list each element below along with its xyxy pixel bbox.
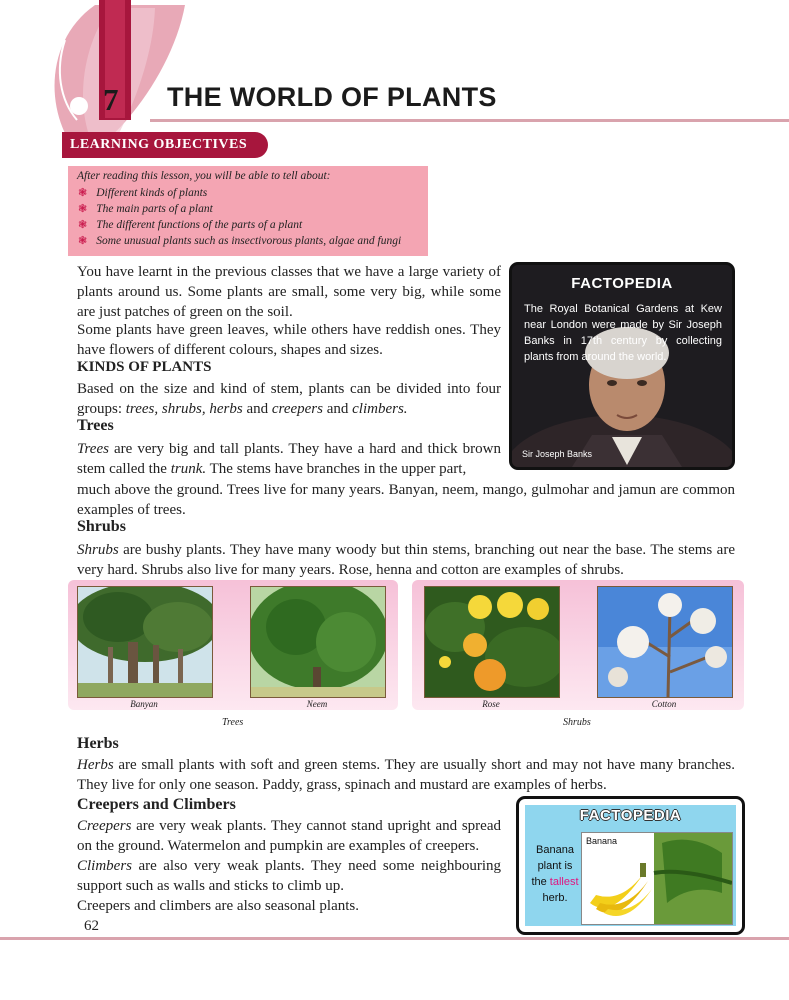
factopedia-box-kew: [509, 262, 735, 470]
factopedia-inner-panel: [525, 805, 736, 926]
bottom-rule: [0, 937, 789, 940]
intro-paragraph-1: You have learnt in the previous classes that we have a large variety of plants around us. Some plants are small, some very big, while some are just patches of green on the soil.: [77, 264, 501, 320]
trees-paragraph-continued: much above the ground. Trees live for many years. Banyan, neem, mango, gulmohar and jamun are common examples of trees.: [77, 482, 735, 518]
chapter-title: THE WORLD OF PLANTS: [167, 82, 497, 112]
objective-item: ❃ The different functions of the parts of a plant: [78, 219, 303, 231]
flower-bullet-icon: ❃: [78, 203, 88, 215]
title-rule: [150, 119, 789, 122]
joseph-banks-portrait: [512, 265, 732, 467]
objective-item: ❃ The main parts of a plant: [78, 203, 213, 215]
chapter-number: 7: [103, 82, 119, 117]
neem-photo: [250, 586, 386, 698]
caption-neem: Neem: [306, 699, 328, 709]
herbs-heading: Herbs: [77, 735, 119, 752]
page-number: 62: [84, 918, 99, 934]
banana-photo: [581, 832, 733, 925]
creepers-climbers-heading: Creepers and Climbers: [77, 796, 236, 813]
group-caption-shrubs: Shrubs: [563, 717, 591, 728]
seasonal-paragraph: Creepers and climbers are also seasonal plants.: [77, 898, 359, 914]
herbs-paragraph: Herbs are small plants with soft and green stems. They are usually short and may not have many branches. They live for only one season. Paddy, grass, spinach and mustard are examples of herbs.: [77, 757, 735, 793]
factopedia-title: FACTOPEDIA: [579, 807, 682, 824]
factopedia-title: FACTOPEDIA: [571, 275, 673, 292]
trees-paragraph: Trees are very big and tall plants. They have a hard and thick brown stem called the trunk. The stems have branches in the upper part,: [77, 441, 501, 477]
shrubs-paragraph: Shrubs are bushy plants. They have many woody but thin stems, branching out near the base. The stems are very hard. Shrubs also live for many years. Rose, henna and cotton are examples of shrubs.: [77, 542, 735, 578]
factopedia-text: The Royal Botanical Gardens at Kew near London were made by Sir Joseph Banks in 17th century by collecting plants from around the world.: [524, 303, 722, 363]
climbers-paragraph: Climbers are also very weak plants. They need some neighbouring support such as walls and sticks to climb up.: [77, 858, 501, 894]
objective-item: ❃ Different kinds of plants: [78, 187, 208, 199]
factopedia-text: Banana plant is the tallest herb.: [531, 844, 579, 904]
kinds-paragraph: Based on the size and kind of stem, plants can be divided into four groups: trees, shrubs, herbs and creepers and climbers.: [77, 381, 501, 417]
learning-objectives-heading: LEARNING OBJECTIVES: [62, 132, 268, 158]
rose-photo: [424, 586, 560, 698]
flower-bullet-icon: ❃: [78, 235, 88, 247]
learning-objectives-intro: After reading this lesson, you will be able to tell about:: [77, 170, 331, 182]
flower-bullet-icon: ❃: [78, 187, 88, 199]
kinds-heading: KINDS OF PLANTS: [77, 359, 212, 375]
shrubs-heading: Shrubs: [77, 518, 126, 535]
banana-photo-label: Banana: [586, 836, 618, 846]
banyan-photo: [77, 586, 213, 698]
caption-banyan: Banyan: [130, 699, 158, 709]
caption-rose: Rose: [482, 699, 500, 709]
cotton-photo: [597, 586, 733, 698]
trees-heading: Trees: [77, 417, 114, 434]
objective-item: ❃ Some unusual plants such as insectivorous plants, algae and fungi: [78, 235, 402, 247]
intro-paragraph-2: Some plants have green leaves, while others have reddish ones. They have flowers of different colours, shapes and sizes.: [77, 322, 501, 358]
factopedia-box-banana: [516, 796, 745, 935]
group-caption-trees: Trees: [222, 717, 244, 728]
chapter-header-decoration: [35, 0, 195, 150]
creepers-paragraph: Creepers are very weak plants. They cannot stand upright and spread on the ground. Watermelon and pumpkin are examples of creepers.: [77, 818, 501, 854]
caption-cotton: Cotton: [651, 699, 677, 709]
portrait-caption: Sir Joseph Banks: [522, 449, 593, 459]
flower-bullet-icon: ❃: [78, 219, 88, 231]
